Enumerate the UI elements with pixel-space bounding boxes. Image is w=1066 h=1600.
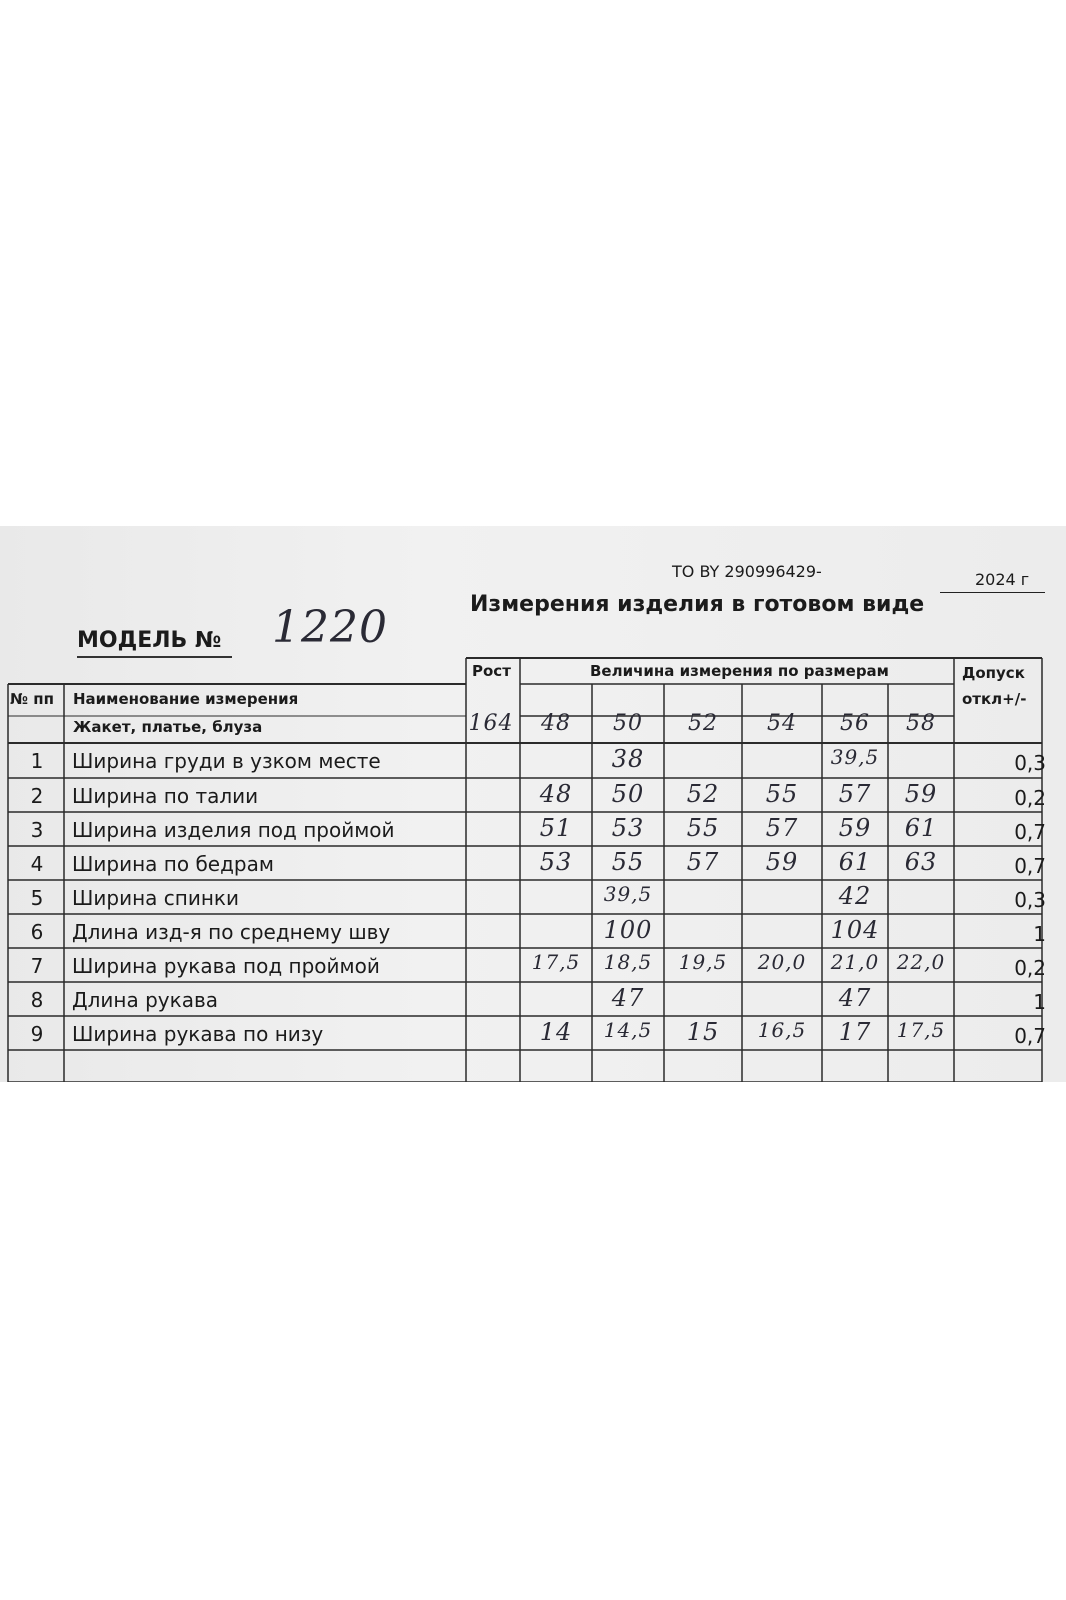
measurement-value: 53 — [539, 848, 573, 876]
measurement-name: Длина изд-я по среднему шву — [72, 920, 391, 944]
model-label: МОДЕЛЬ № — [77, 628, 222, 653]
tolerance-value: 0,2 — [1014, 956, 1046, 980]
measurement-value: 100 — [603, 916, 653, 944]
tolerance-value: 0,2 — [1014, 786, 1046, 810]
column-header-height: Рост — [472, 662, 511, 680]
measurement-value: 59 — [904, 780, 938, 808]
column-header-sizes: Величина измерения по размерам — [590, 662, 889, 680]
measurement-value: 47 — [611, 984, 645, 1012]
row-number: 7 — [30, 954, 44, 978]
row-number: 8 — [30, 988, 44, 1012]
measurement-name: Ширина груди в узком месте — [72, 749, 381, 773]
row-number: 3 — [30, 818, 44, 842]
measurement-value: 17,5 — [531, 950, 581, 974]
height-value: 164 — [468, 711, 514, 736]
row-number: 1 — [30, 749, 44, 773]
measurement-value: 20,0 — [757, 950, 807, 974]
measurement-value: 61 — [904, 814, 938, 842]
tolerance-value: 1 — [1033, 990, 1046, 1014]
measurement-name: Ширина по бедрам — [72, 852, 274, 876]
row-number: 2 — [30, 784, 44, 808]
measurement-name: Ширина изделия под проймой — [72, 818, 395, 842]
measurement-value: 55 — [765, 780, 799, 808]
measurement-name: Ширина рукава по низу — [72, 1022, 324, 1046]
measurement-name: Ширина по талии — [72, 784, 259, 808]
tolerance-value: 0,7 — [1014, 1024, 1046, 1048]
column-header-tolerance-sub: откл+/- — [962, 690, 1027, 708]
measurement-value: 21,0 — [830, 950, 880, 974]
measurement-value: 14 — [539, 1018, 573, 1046]
garment-type: Жакет, платье, блуза — [73, 718, 263, 736]
size-header-cell: 56 — [840, 711, 870, 736]
row-number: 5 — [30, 886, 44, 910]
measurement-sheet — [0, 526, 1066, 1082]
row-number: 4 — [30, 852, 44, 876]
measurement-value: 38 — [611, 745, 645, 773]
measurement-value: 39,5 — [830, 745, 880, 769]
row-number: 9 — [30, 1022, 44, 1046]
column-header-tolerance: Допуск — [962, 664, 1025, 682]
tolerance-value: 0,7 — [1014, 820, 1046, 844]
measurement-value: 104 — [830, 916, 880, 944]
measurement-value: 52 — [686, 780, 720, 808]
measurement-value: 57 — [686, 848, 720, 876]
measurement-value: 63 — [904, 848, 938, 876]
measurement-value: 59 — [765, 848, 799, 876]
size-header-cell: 50 — [613, 711, 643, 736]
measurement-value: 14,5 — [603, 1018, 653, 1042]
tolerance-value: 0,3 — [1014, 888, 1046, 912]
page-title: Измерения изделия в готовом виде — [470, 592, 925, 617]
measurement-value: 17 — [838, 1018, 872, 1046]
measurement-value: 55 — [686, 814, 720, 842]
size-header-cell: 52 — [688, 711, 718, 736]
measurement-value: 18,5 — [603, 950, 653, 974]
measurement-value: 16,5 — [757, 1018, 807, 1042]
measurement-value: 59 — [838, 814, 872, 842]
size-header-cell: 48 — [541, 711, 571, 736]
measurement-value: 51 — [539, 814, 573, 842]
tolerance-value: 0,7 — [1014, 854, 1046, 878]
measurement-value: 61 — [838, 848, 872, 876]
size-header-cell: 54 — [767, 711, 797, 736]
tolerance-value: 1 — [1033, 922, 1046, 946]
column-header-number: № пп — [10, 690, 54, 708]
measurement-value: 55 — [611, 848, 645, 876]
size-header-cell: 58 — [906, 711, 936, 736]
tolerance-value: 0,3 — [1014, 751, 1046, 775]
measurement-value: 47 — [838, 984, 872, 1012]
measurement-name: Ширина спинки — [72, 886, 239, 910]
measurement-value: 22,0 — [896, 950, 946, 974]
to-code: ТО BY 290996429- — [672, 562, 822, 581]
measurement-value: 57 — [838, 780, 872, 808]
measurement-value: 19,5 — [678, 950, 728, 974]
measurement-value: 39,5 — [603, 882, 653, 906]
measurement-name: Ширина рукава под проймой — [72, 954, 380, 978]
measurement-value: 15 — [686, 1018, 720, 1046]
year: 2024 г — [975, 570, 1030, 589]
measurement-value: 48 — [539, 780, 573, 808]
measurement-value: 57 — [765, 814, 799, 842]
measurement-value: 53 — [611, 814, 645, 842]
measurement-value: 50 — [611, 780, 645, 808]
measurement-value: 17,5 — [896, 1018, 946, 1042]
measurement-name: Длина рукава — [72, 988, 219, 1012]
column-header-name: Наименование измерения — [73, 690, 299, 708]
model-number: 1220 — [272, 602, 388, 653]
row-number: 6 — [30, 920, 44, 944]
measurement-value: 42 — [838, 882, 872, 910]
